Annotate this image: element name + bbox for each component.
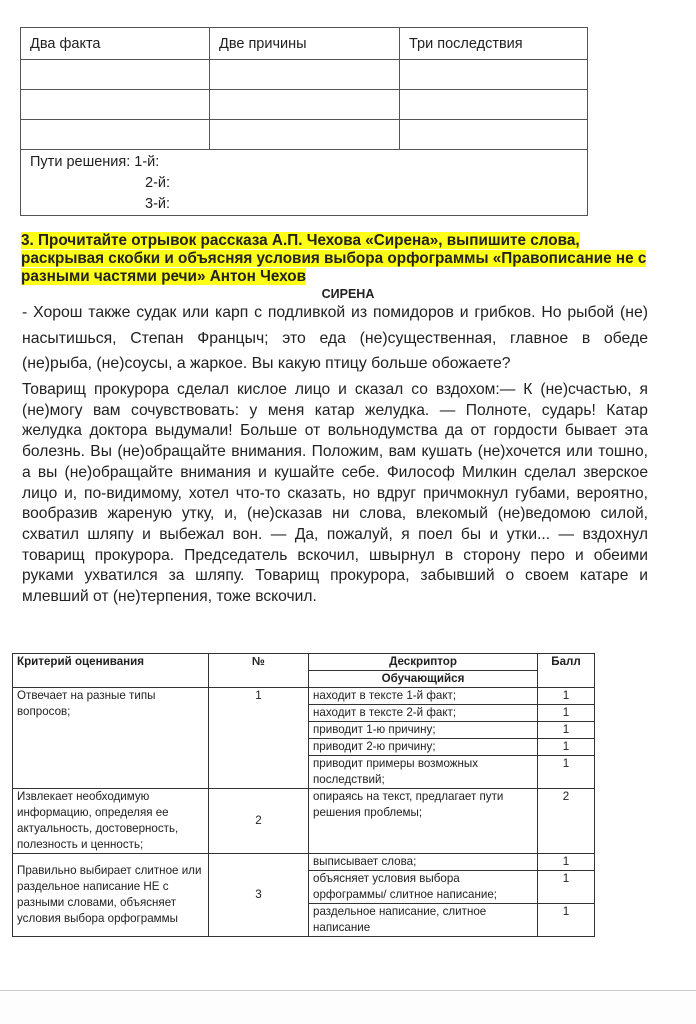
empty-cell [400, 60, 588, 90]
rubric-header-descriptor: Дескриптор [309, 654, 538, 671]
descriptor-score: 1 [538, 705, 595, 722]
descriptor-score: 1 [538, 904, 595, 937]
solution-path-1: Пути решения: 1-й: [30, 154, 160, 170]
solution-paths-cell [21, 150, 588, 216]
criterion-1: Отвечает на разные типы вопросов; [13, 688, 209, 789]
descriptor-score: 1 [538, 688, 595, 705]
rubric-header-score: Балл [538, 654, 595, 688]
rubric-header-criterion: Критерий оценивания [13, 654, 209, 688]
facts-table [20, 27, 588, 216]
descriptor: опираясь на текст, предлагает пути решения проблемы; [309, 789, 538, 854]
story-title: СИРЕНА [321, 287, 375, 301]
empty-cell [21, 90, 210, 120]
empty-cell [210, 120, 400, 150]
descriptor: раздельное написание, слитное написание [309, 904, 538, 937]
descriptor-score: 1 [538, 854, 595, 871]
header-two-reasons: Две причины [210, 28, 400, 60]
empty-cell [21, 60, 210, 90]
descriptor: находит в тексте 2-й факт; [309, 705, 538, 722]
criterion-3: Правильно выбирает слитное или раздельное написание НЕ с разными словами, объясняет условия выбора орфограммы [13, 854, 209, 937]
descriptor: находит в тексте 1-й факт; [309, 688, 538, 705]
descriptor: приводит примеры возможных последствий; [309, 756, 538, 789]
descriptor-score: 1 [538, 756, 595, 789]
header-two-facts: Два факта [21, 28, 210, 60]
criterion-2: Извлекает необходимую информацию, определяя ее актуальность, достоверность, полезность и ценность; [13, 789, 209, 854]
rubric-header-number: № [209, 654, 309, 688]
descriptor-score: 2 [538, 789, 595, 854]
criterion-1-number: 1 [209, 688, 309, 789]
descriptor: выписывает слова; [309, 854, 538, 871]
criterion-2-number: 2 [209, 789, 309, 854]
descriptor: приводит 2-ю причину; [309, 739, 538, 756]
descriptor-score: 1 [538, 739, 595, 756]
task-heading [21, 232, 661, 286]
story-paragraph-1: - Хорош также судак или карп с подливкой из помидоров и грибков. Но рыбой (не) насытишься, Степан Францыч; это еда (не)существенная, главное в обеде (не)рыба, (не)соусы, а жаркое. Вы какую птицу больше обожаете? [22, 304, 648, 372]
descriptor: приводит 1-ю причину; [309, 722, 538, 739]
descriptor-score: 1 [538, 871, 595, 904]
descriptor: объясняет условия выбора орфограммы/ слитное написание; [309, 871, 538, 904]
empty-cell [21, 120, 210, 150]
task-heading-text: 3. Прочитайте отрывок рассказа А.П. Чехова «Сирена», выпишите слова, раскрывая скобки и объясняя условия выбора орфограммы «Правописание не с разными частями речи» Антон Чехов [21, 232, 647, 285]
empty-cell [210, 90, 400, 120]
story-paragraph-2: Товарищ прокурора сделал кислое лицо и сказал со вздохом:— К (не)счастью, я (не)могу вам сочувствовать: у меня катар желудка. — Полноте, сударь! Катар желудка доктора выдумали! Больше от вольнодумства да от гордости бывает эта болезнь. Вы (не)обращайте внимания. Положим, вам кушать (не)хочется или тошно, а вы (не)обращайте внимания и кушайте себе. Философ Милкин сделал зверское лицо и, по-видимому, хотел что-то сказать, но вдруг причмокнул губами, вероятно, вообразив жареную утку, и, (не)сказав ни слова, влекомый (не)ведомою силой, схватил шляпу и выбежал вон. — Да, пожалуй, я поел бы и утки... — вздохнул товарищ прокурора. Председатель вскочил, швырнул в сторону перо и обеими руками ухватился за шляпу. Товарищ прокурора, забывший о своем катаре и млевший от (не)терпения, тоже вскочил. [22, 381, 648, 606]
header-three-consequences: Три последствия [400, 28, 588, 60]
empty-cell [400, 120, 588, 150]
page-divider [0, 990, 696, 1024]
criterion-3-number: 3 [209, 854, 309, 937]
rubric-header-student: Обучающийся [309, 671, 538, 688]
empty-cell [210, 60, 400, 90]
solution-path-2: 2-й: [145, 175, 171, 191]
solution-path-3: 3-й: [145, 196, 171, 212]
descriptor-score: 1 [538, 722, 595, 739]
rubric-table [12, 653, 595, 937]
empty-cell [400, 90, 588, 120]
